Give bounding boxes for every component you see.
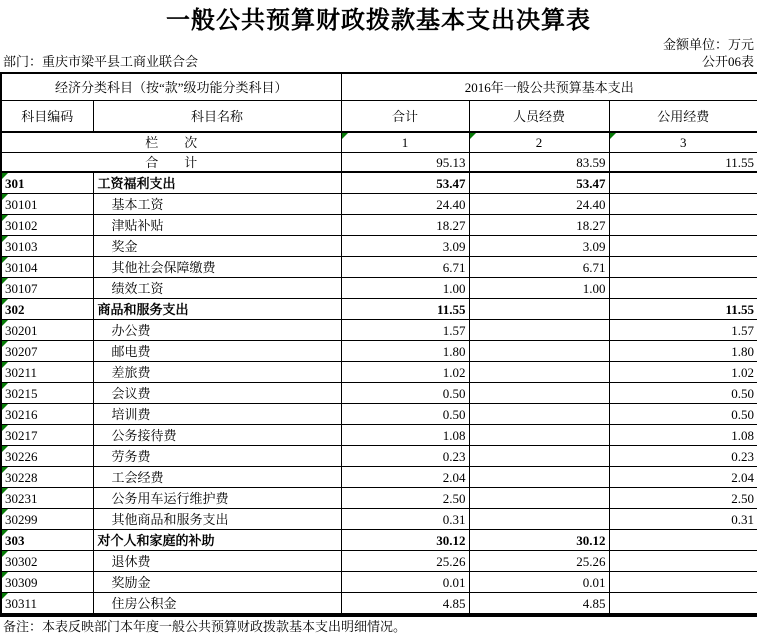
personnel-expense-cell	[469, 446, 609, 467]
personnel-expense-cell: 24.40	[469, 194, 609, 215]
total-amount-cell: 25.26	[341, 551, 469, 572]
subject-code-cell: 30201	[1, 320, 93, 341]
total-amount-cell: 1.02	[341, 362, 469, 383]
table-header-columns-row	[1, 101, 757, 133]
personnel-expense-cell	[469, 425, 609, 446]
grand-total-label: 合 计	[1, 153, 341, 173]
column-index-label: 栏 次	[1, 132, 341, 153]
subject-code-cell: 302	[1, 299, 93, 320]
subject-name-cell: 其他社会保障缴费	[93, 257, 341, 278]
total-amount-cell: 2.04	[341, 467, 469, 488]
column-index-1: 1	[341, 132, 469, 153]
subject-name-cell: 培训费	[93, 404, 341, 425]
subject-code-cell: 30102	[1, 215, 93, 236]
total-amount-cell: 3.09	[341, 236, 469, 257]
table-row	[1, 278, 757, 299]
personnel-expense-cell: 6.71	[469, 257, 609, 278]
subject-name-cell: 津贴补贴	[93, 215, 341, 236]
personnel-expense-cell: 0.01	[469, 572, 609, 593]
header-total: 合计	[341, 101, 469, 133]
subject-code-cell: 30226	[1, 446, 93, 467]
header-personnel-expense: 人员经费	[469, 101, 609, 133]
subject-code-cell: 30101	[1, 194, 93, 215]
public-expense-cell: 1.57	[609, 320, 757, 341]
total-amount-cell: 0.50	[341, 404, 469, 425]
header-subject-name: 科目名称	[93, 101, 341, 133]
total-amount-cell: 6.71	[341, 257, 469, 278]
public-expense-cell	[609, 551, 757, 572]
table-row	[1, 383, 757, 404]
total-amount-cell: 0.50	[341, 383, 469, 404]
subject-code-cell: 30216	[1, 404, 93, 425]
total-amount-cell: 0.31	[341, 509, 469, 530]
subject-code-cell: 30231	[1, 488, 93, 509]
table-row	[1, 467, 757, 488]
total-amount-cell: 1.08	[341, 425, 469, 446]
personnel-expense-cell: 18.27	[469, 215, 609, 236]
public-expense-cell	[609, 172, 757, 194]
table-row	[1, 488, 757, 509]
public-expense-cell: 0.50	[609, 383, 757, 404]
subject-code-cell: 30309	[1, 572, 93, 593]
table-number-label: 公开06表	[701, 54, 754, 69]
table-row	[1, 172, 757, 194]
budget-table	[0, 72, 757, 617]
personnel-expense-cell	[469, 362, 609, 383]
public-expense-cell: 1.08	[609, 425, 757, 446]
table-row	[1, 530, 757, 551]
personnel-expense-cell: 1.00	[469, 278, 609, 299]
table-row	[1, 362, 757, 383]
table-row	[1, 425, 757, 446]
table-row	[1, 215, 757, 236]
subject-name-cell: 工会经费	[93, 467, 341, 488]
table-row	[1, 572, 757, 593]
public-expense-cell	[609, 215, 757, 236]
total-amount-cell: 30.12	[341, 530, 469, 551]
header-economic-classification: 经济分类科目（按“款”级功能分类科目）	[1, 73, 341, 101]
total-amount-cell: 4.85	[341, 593, 469, 616]
subject-name-cell: 公务用车运行维护费	[93, 488, 341, 509]
personnel-expense-cell	[469, 509, 609, 530]
public-expense-cell: 2.50	[609, 488, 757, 509]
subject-name-cell: 奖励金	[93, 572, 341, 593]
subject-code-cell: 30228	[1, 467, 93, 488]
table-row	[1, 194, 757, 215]
table-row	[1, 404, 757, 425]
column-index-3: 3	[609, 132, 757, 153]
subject-name-cell: 基本工资	[93, 194, 341, 215]
department-label: 部门：重庆市梁平县工商业联合会	[3, 54, 199, 69]
table-body	[1, 172, 757, 615]
table-row	[1, 341, 757, 362]
subject-name-cell: 工资福利支出	[93, 172, 341, 194]
subject-code-cell: 301	[1, 172, 93, 194]
subject-code-cell: 30104	[1, 257, 93, 278]
personnel-expense-cell	[469, 299, 609, 320]
footnote: 备注：本表反映部门本年度一般公共预算财政拨款基本支出明细情况。	[3, 619, 407, 634]
grand-total-row	[1, 153, 757, 173]
subject-name-cell: 邮电费	[93, 341, 341, 362]
amount-unit-label: 金额单位：万元	[662, 37, 754, 52]
public-expense-cell: 1.02	[609, 362, 757, 383]
total-amount-cell: 11.55	[341, 299, 469, 320]
subject-name-cell: 办公费	[93, 320, 341, 341]
subject-code-cell: 30217	[1, 425, 93, 446]
subject-name-cell: 公务接待费	[93, 425, 341, 446]
table-row	[1, 299, 757, 320]
meta-line	[0, 53, 757, 72]
subject-name-cell: 商品和服务支出	[93, 299, 341, 320]
public-expense-cell: 1.80	[609, 341, 757, 362]
personnel-expense-cell	[469, 488, 609, 509]
public-expense-cell: 0.50	[609, 404, 757, 425]
subject-name-cell: 奖金	[93, 236, 341, 257]
subject-name-cell: 劳务费	[93, 446, 341, 467]
public-expense-cell	[609, 236, 757, 257]
table-row	[1, 593, 757, 616]
grand-total-amount: 95.13	[341, 153, 469, 173]
subject-code-cell: 303	[1, 530, 93, 551]
public-expense-cell: 0.23	[609, 446, 757, 467]
subject-name-cell: 对个人和家庭的补助	[93, 530, 341, 551]
subject-code-cell: 30302	[1, 551, 93, 572]
header-budget-year-group: 2016年一般公共预算基本支出	[341, 73, 757, 101]
header-subject-code: 科目编码	[1, 101, 93, 133]
table-header-group-row	[1, 73, 757, 101]
personnel-expense-cell: 4.85	[469, 593, 609, 616]
public-expense-cell	[609, 593, 757, 616]
subject-code-cell: 30107	[1, 278, 93, 299]
subject-name-cell: 差旅费	[93, 362, 341, 383]
personnel-expense-cell	[469, 383, 609, 404]
public-expense-cell	[609, 278, 757, 299]
column-index-2: 2	[469, 132, 609, 153]
public-expense-cell	[609, 194, 757, 215]
total-amount-cell: 1.00	[341, 278, 469, 299]
table-row	[1, 320, 757, 341]
table-row	[1, 446, 757, 467]
total-amount-cell: 24.40	[341, 194, 469, 215]
column-index-row	[1, 132, 757, 153]
public-expense-cell: 11.55	[609, 299, 757, 320]
public-expense-cell	[609, 530, 757, 551]
header-public-expense: 公用经费	[609, 101, 757, 133]
total-amount-cell: 18.27	[341, 215, 469, 236]
personnel-expense-cell: 3.09	[469, 236, 609, 257]
subject-code-cell: 30215	[1, 383, 93, 404]
subject-name-cell: 会议费	[93, 383, 341, 404]
total-amount-cell: 0.23	[341, 446, 469, 467]
subject-name-cell: 绩效工资	[93, 278, 341, 299]
total-amount-cell: 53.47	[341, 172, 469, 194]
grand-total-personnel: 83.59	[469, 153, 609, 173]
total-amount-cell: 1.57	[341, 320, 469, 341]
public-expense-cell	[609, 572, 757, 593]
subject-code-cell: 30211	[1, 362, 93, 383]
personnel-expense-cell	[469, 404, 609, 425]
table-row	[1, 509, 757, 530]
total-amount-cell: 1.80	[341, 341, 469, 362]
subject-code-cell: 30207	[1, 341, 93, 362]
table-row	[1, 257, 757, 278]
personnel-expense-cell: 25.26	[469, 551, 609, 572]
subject-code-cell: 30103	[1, 236, 93, 257]
personnel-expense-cell: 53.47	[469, 172, 609, 194]
personnel-expense-cell	[469, 341, 609, 362]
personnel-expense-cell	[469, 320, 609, 341]
subject-name-cell: 退休费	[93, 551, 341, 572]
table-row	[1, 551, 757, 572]
subject-code-cell: 30311	[1, 593, 93, 616]
subject-name-cell: 住房公积金	[93, 593, 341, 616]
personnel-expense-cell	[469, 467, 609, 488]
subject-code-cell: 30299	[1, 509, 93, 530]
grand-total-public: 11.55	[609, 153, 757, 173]
total-amount-cell: 2.50	[341, 488, 469, 509]
public-expense-cell	[609, 257, 757, 278]
total-amount-cell: 0.01	[341, 572, 469, 593]
table-row	[1, 236, 757, 257]
page-title: 一般公共预算财政拨款基本支出决算表	[166, 8, 591, 34]
subject-name-cell: 其他商品和服务支出	[93, 509, 341, 530]
public-expense-cell: 0.31	[609, 509, 757, 530]
public-expense-cell: 2.04	[609, 467, 757, 488]
personnel-expense-cell: 30.12	[469, 530, 609, 551]
